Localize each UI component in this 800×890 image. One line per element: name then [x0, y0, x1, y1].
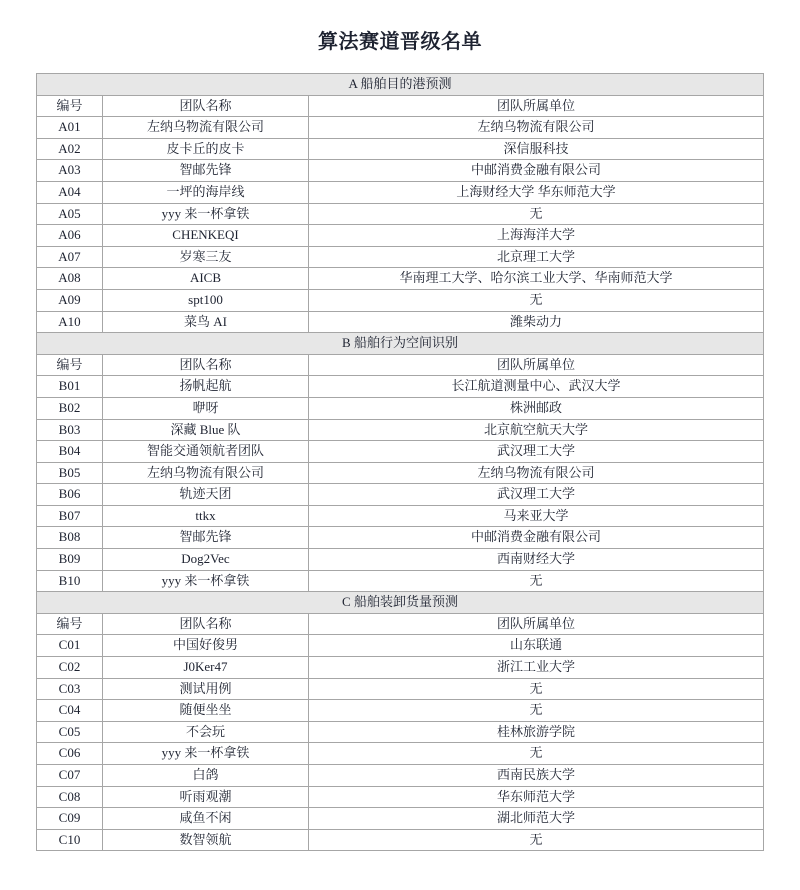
- table-row: [37, 570, 764, 592]
- team-name-cell: 咸鱼不闲: [103, 808, 309, 830]
- team-name-cell: 咿呀: [103, 397, 309, 419]
- team-org-cell: 桂林旅游学院: [309, 721, 764, 743]
- team-name-cell: 测试用例: [103, 678, 309, 700]
- team-org-cell: 长江航道测量中心、武汉大学: [309, 376, 764, 398]
- team-id-cell: B08: [37, 527, 103, 549]
- team-org-cell: 武汉理工大学: [309, 484, 764, 506]
- team-id-cell: A08: [37, 268, 103, 290]
- team-org-cell: 无: [309, 829, 764, 851]
- team-id-cell: A07: [37, 246, 103, 268]
- team-id-cell: C08: [37, 786, 103, 808]
- team-name-cell: ttkx: [103, 505, 309, 527]
- team-name-cell: 中国好俊男: [103, 635, 309, 657]
- team-id-cell: C09: [37, 808, 103, 830]
- column-header-row: [37, 613, 764, 635]
- section-title: C 船舶装卸货量预测: [37, 592, 764, 614]
- team-id-cell: B07: [37, 505, 103, 527]
- team-name-cell: 听雨观潮: [103, 786, 309, 808]
- team-name-cell: 左纳乌物流有限公司: [103, 462, 309, 484]
- column-header-1: 团队名称: [103, 354, 309, 376]
- team-org-cell: 西南财经大学: [309, 549, 764, 571]
- team-org-cell: 华东师范大学: [309, 786, 764, 808]
- roster-body: [37, 74, 764, 851]
- team-id-cell: C07: [37, 765, 103, 787]
- team-name-cell: yyy 来一杯拿铁: [103, 570, 309, 592]
- team-org-cell: 株洲邮政: [309, 397, 764, 419]
- table-row: [37, 376, 764, 398]
- team-id-cell: B02: [37, 397, 103, 419]
- team-id-cell: B01: [37, 376, 103, 398]
- team-org-cell: 上海海洋大学: [309, 225, 764, 247]
- column-header-1: 团队名称: [103, 95, 309, 117]
- team-id-cell: A09: [37, 289, 103, 311]
- team-id-cell: A01: [37, 117, 103, 139]
- table-row: [37, 635, 764, 657]
- team-org-cell: 中邮消费金融有限公司: [309, 160, 764, 182]
- team-name-cell: yyy 来一杯拿铁: [103, 743, 309, 765]
- table-row: [37, 505, 764, 527]
- team-name-cell: 一坪的海岸线: [103, 181, 309, 203]
- team-name-cell: 不会玩: [103, 721, 309, 743]
- column-header-2: 团队所属单位: [309, 613, 764, 635]
- table-row: [37, 549, 764, 571]
- team-name-cell: 数智领航: [103, 829, 309, 851]
- table-row: [37, 268, 764, 290]
- team-name-cell: 皮卡丘的皮卡: [103, 138, 309, 160]
- table-row: [37, 289, 764, 311]
- table-row: [37, 765, 764, 787]
- column-header-0: 编号: [37, 354, 103, 376]
- table-row: [37, 484, 764, 506]
- table-row: [37, 743, 764, 765]
- team-org-cell: 深信服科技: [309, 138, 764, 160]
- team-id-cell: C02: [37, 657, 103, 679]
- table-row: [37, 462, 764, 484]
- team-id-cell: B06: [37, 484, 103, 506]
- promotion-roster-table: [36, 73, 764, 851]
- table-row: [37, 808, 764, 830]
- team-id-cell: A06: [37, 225, 103, 247]
- team-name-cell: 智邮先锋: [103, 160, 309, 182]
- team-org-cell: 无: [309, 203, 764, 225]
- table-row: [37, 117, 764, 139]
- table-row: [37, 181, 764, 203]
- team-id-cell: A04: [37, 181, 103, 203]
- team-name-cell: 左纳乌物流有限公司: [103, 117, 309, 139]
- team-org-cell: 湖北师范大学: [309, 808, 764, 830]
- team-name-cell: 智邮先锋: [103, 527, 309, 549]
- team-name-cell: 深藏 Blue 队: [103, 419, 309, 441]
- team-name-cell: yyy 来一杯拿铁: [103, 203, 309, 225]
- team-id-cell: C05: [37, 721, 103, 743]
- team-org-cell: 左纳乌物流有限公司: [309, 462, 764, 484]
- team-id-cell: B10: [37, 570, 103, 592]
- team-id-cell: B09: [37, 549, 103, 571]
- team-org-cell: 西南民族大学: [309, 765, 764, 787]
- team-org-cell: 华南理工大学、哈尔滨工业大学、华南师范大学: [309, 268, 764, 290]
- team-id-cell: A03: [37, 160, 103, 182]
- team-org-cell: 浙江工业大学: [309, 657, 764, 679]
- team-id-cell: B05: [37, 462, 103, 484]
- team-name-cell: 岁寒三友: [103, 246, 309, 268]
- table-row: [37, 441, 764, 463]
- team-id-cell: C01: [37, 635, 103, 657]
- team-org-cell: 北京航空航天大学: [309, 419, 764, 441]
- column-header-2: 团队所属单位: [309, 354, 764, 376]
- table-row: [37, 311, 764, 333]
- table-row: [37, 527, 764, 549]
- team-id-cell: C10: [37, 829, 103, 851]
- team-id-cell: B03: [37, 419, 103, 441]
- team-org-cell: 潍柴动力: [309, 311, 764, 333]
- team-org-cell: 中邮消费金融有限公司: [309, 527, 764, 549]
- team-id-cell: C04: [37, 700, 103, 722]
- team-org-cell: 无: [309, 570, 764, 592]
- section-row: [37, 592, 764, 614]
- table-row: [37, 678, 764, 700]
- team-id-cell: C06: [37, 743, 103, 765]
- team-id-cell: B04: [37, 441, 103, 463]
- table-row: [37, 203, 764, 225]
- team-id-cell: C03: [37, 678, 103, 700]
- team-org-cell: 无: [309, 700, 764, 722]
- table-row: [37, 786, 764, 808]
- team-org-cell: 武汉理工大学: [309, 441, 764, 463]
- section-title: A 船舶目的港预测: [37, 74, 764, 96]
- table-row: [37, 700, 764, 722]
- column-header-0: 编号: [37, 613, 103, 635]
- table-row: [37, 397, 764, 419]
- team-name-cell: AICB: [103, 268, 309, 290]
- column-header-1: 团队名称: [103, 613, 309, 635]
- team-name-cell: CHENKEQI: [103, 225, 309, 247]
- team-id-cell: A05: [37, 203, 103, 225]
- page-title: 算法赛道晋级名单: [318, 31, 482, 53]
- table-row: [37, 138, 764, 160]
- team-org-cell: 北京理工大学: [309, 246, 764, 268]
- column-header-0: 编号: [37, 95, 103, 117]
- team-name-cell: 轨迹天团: [103, 484, 309, 506]
- table-row: [37, 160, 764, 182]
- table-row: [37, 419, 764, 441]
- table-row: [37, 225, 764, 247]
- team-org-cell: 无: [309, 289, 764, 311]
- team-name-cell: 白鸽: [103, 765, 309, 787]
- section-title: B 船舶行为空间识别: [37, 333, 764, 355]
- team-org-cell: 无: [309, 678, 764, 700]
- column-header-row: [37, 95, 764, 117]
- team-name-cell: 菜鸟 AI: [103, 311, 309, 333]
- team-id-cell: A10: [37, 311, 103, 333]
- table-row: [37, 829, 764, 851]
- section-row: [37, 74, 764, 96]
- team-name-cell: Dog2Vec: [103, 549, 309, 571]
- team-name-cell: spt100: [103, 289, 309, 311]
- section-row: [37, 333, 764, 355]
- team-id-cell: A02: [37, 138, 103, 160]
- team-name-cell: J0Ker47: [103, 657, 309, 679]
- team-name-cell: 智能交通领航者团队: [103, 441, 309, 463]
- table-row: [37, 246, 764, 268]
- team-org-cell: 山东联通: [309, 635, 764, 657]
- team-name-cell: 随便坐坐: [103, 700, 309, 722]
- team-org-cell: 马来亚大学: [309, 505, 764, 527]
- table-row: [37, 657, 764, 679]
- table-row: [37, 721, 764, 743]
- team-org-cell: 左纳乌物流有限公司: [309, 117, 764, 139]
- team-org-cell: 上海财经大学 华东师范大学: [309, 181, 764, 203]
- team-name-cell: 扬帆起航: [103, 376, 309, 398]
- column-header-2: 团队所属单位: [309, 95, 764, 117]
- column-header-row: [37, 354, 764, 376]
- team-org-cell: 无: [309, 743, 764, 765]
